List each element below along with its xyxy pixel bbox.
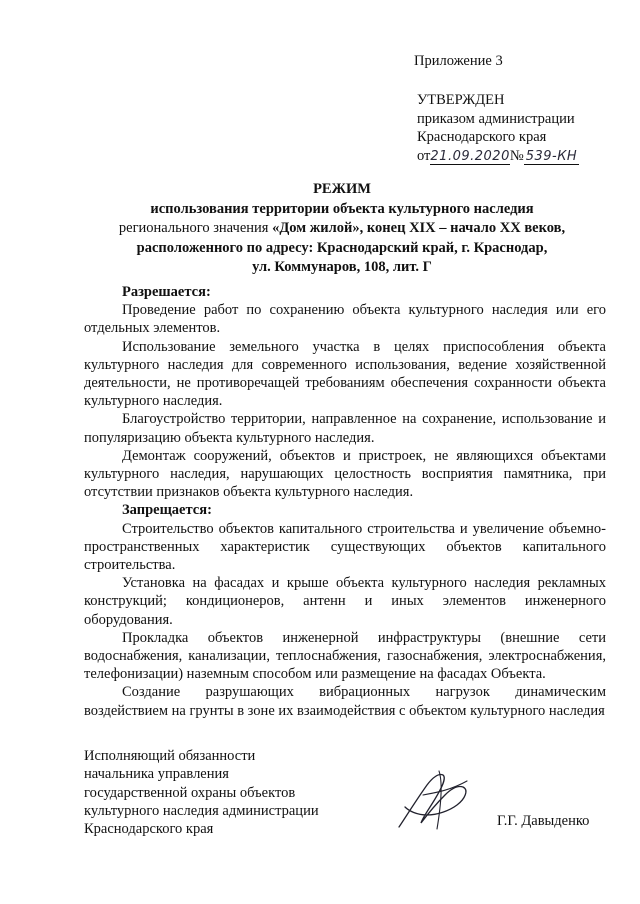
signatory-line-3: государственной охраны объектов [84,784,296,801]
title-regime: РЕЖИМ [313,181,371,197]
handwritten-signature [393,765,483,835]
allowed-heading: Разрешается: [122,284,211,300]
title-line-5: ул. Коммунаров, 108, лит. Г [252,259,432,275]
title-line-2: использования территории объекта культурного наследия [150,200,534,217]
order-line-1: приказом администрации [417,110,575,127]
title-line-4: расположенного по адресу: Краснодарский край, г. Краснодар, [136,239,548,256]
appendix-label: Приложение 3 [414,53,503,69]
document-body [84,283,606,720]
signatory-name: Г.Г. Давыденко [497,813,590,829]
title-line-3-plain: регионального значения [118,220,273,236]
signatory-line-4: культурного наследия администрации [84,802,319,819]
allowed-item: Благоустройство территории, направленное на сохранение, использование и популяризацию объекта культурного наследия. [84,411,606,446]
handwritten-number: 539-КН [525,148,578,164]
allowed-item: Использование земельного участка в целях приспособления объекта культурного наследия для современного использования, ведение хозяйственной деятельности, не противоречащей требованиям обеспечения сохранности объекта культурного наследия. [84,338,606,410]
forbidden-item: Прокладка объектов инженерной инфраструктуры (внешние сети водоснабжения, канализации, теплоснабжения, газоснабжения, электроснабжения, телефонизации) наземным способом или размещение на фасадах Объекта. [84,629,606,683]
handwritten-date: 21.09.2020 [430,148,510,164]
order-line-2: Краснодарского края [417,129,547,145]
title-line-3-bold: «Дом жилой», конец XIX – начало XX веков, [272,220,566,236]
approved-label: УТВЕРЖДЕН [417,92,505,108]
forbidden-item: Создание разрушающих вибрационных нагрузок динамическим воздействием на грунты в зоне их взаимодействия с объектом культурного наследия [84,684,606,719]
allowed-item: Демонтаж сооружений, объектов и пристроек, не являющихся объектами культурного наследия, нарушающих целостность восприятия памятника, при отсутствии признаков объекта культурного наследия. [84,447,606,501]
approval-block [417,91,579,166]
signatory-line-5: Краснодарского края [84,821,214,838]
signatory-line-1: Исполняющий обязанности [84,748,256,764]
order-date-line [417,147,579,167]
signatory-block [84,747,319,838]
number-prefix: № [509,147,524,164]
forbidden-item: Строительство объектов капитального строительства и увеличение объемно-пространственных характеристик существующих объектов капитального строительства. [84,520,606,574]
forbidden-heading: Запрещается: [122,502,212,519]
forbidden-item: Установка на фасадах и крыше объекта культурного наследия рекламных конструкций; кондиционеров, антенн и иных элементов инженерного оборудования. [84,575,606,628]
document-title [80,180,604,278]
allowed-item: Проведение работ по сохранению объекта культурного наследия или его отдельных элементов. [84,302,606,337]
signatory-line-2: начальника управления [84,766,229,783]
date-prefix: от [417,147,431,164]
